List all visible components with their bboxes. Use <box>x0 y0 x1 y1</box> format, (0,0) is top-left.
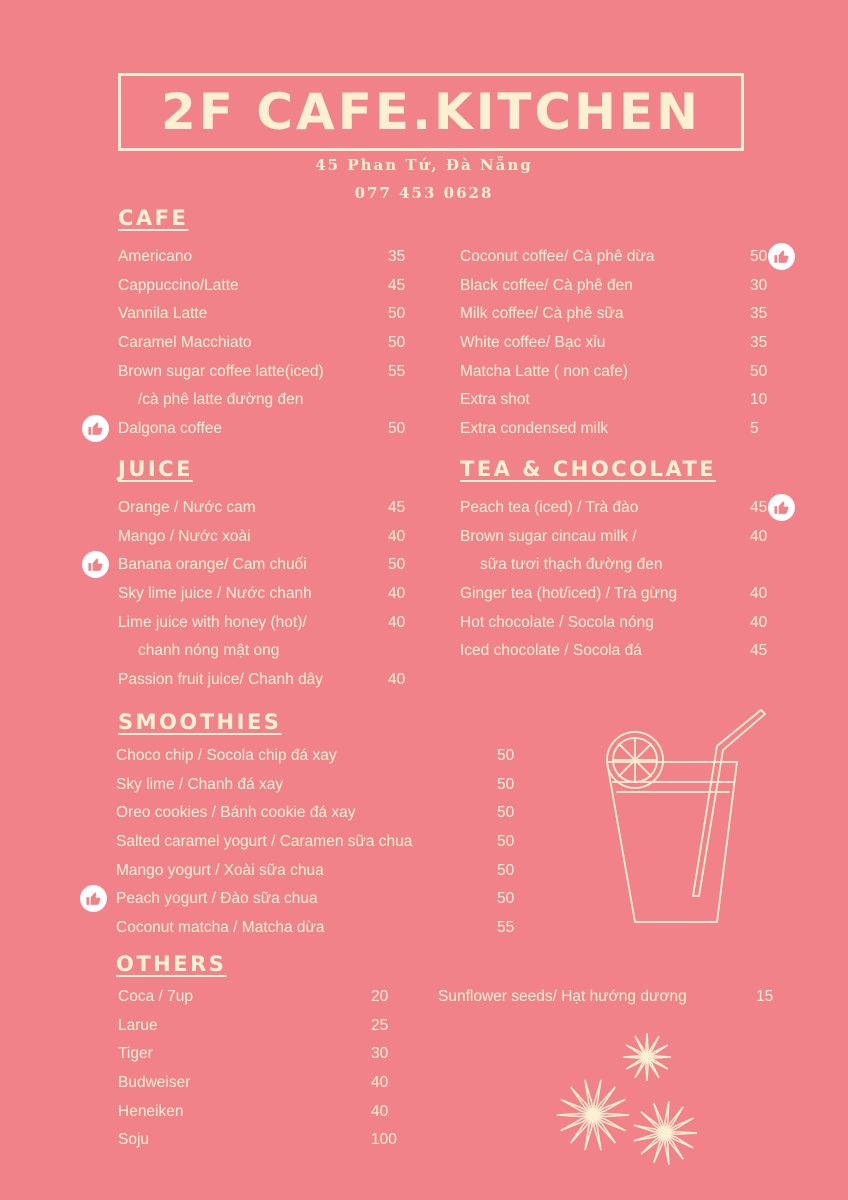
menu-item <box>438 986 788 1015</box>
menu-item-price: 50 <box>497 775 515 793</box>
menu-item-price: 35 <box>750 305 768 323</box>
menu-item-name: White coffee/ Bạc xỉu <box>460 334 606 352</box>
menu-item <box>118 1101 408 1130</box>
menu-item <box>116 888 526 917</box>
menu-item <box>118 669 418 698</box>
menu-item <box>118 1072 408 1101</box>
menu-item-price: 55 <box>497 919 515 937</box>
menu-item <box>118 1129 408 1158</box>
menu-item <box>118 389 418 418</box>
menu-item-name: Extra condensed milk <box>460 420 609 438</box>
menu-item-price: 50 <box>497 747 515 764</box>
menu-item-price: 30 <box>750 276 768 294</box>
menu-item-name: Heneiken <box>118 1102 184 1120</box>
menu-item-name: Sky lime / Chanh đá xay <box>116 775 284 793</box>
menu-item-price: 5 <box>750 420 759 438</box>
smoothies-list <box>116 745 526 946</box>
menu-item-name: Passion fruit juice/ Chanh dây <box>118 671 324 689</box>
menu-item <box>460 612 780 641</box>
menu-item <box>116 774 526 803</box>
menu-item-price: 45 <box>388 499 406 516</box>
menu-item-name: Americano <box>118 248 193 265</box>
menu-item <box>460 246 780 275</box>
menu-item <box>460 361 780 390</box>
menu-item-name: Lime juice with honey (hot)/ <box>118 613 307 631</box>
menu-item-name: Salted caramel yogurt / Caramen sữa chua <box>116 833 413 851</box>
menu-item-price: 10 <box>750 391 768 409</box>
menu-item-name: Orange / Nước cam <box>118 499 256 516</box>
menu-item-price: 45 <box>750 642 768 660</box>
menu-item-price: 25 <box>371 1016 389 1034</box>
menu-item-name: Caramel Macchiato <box>118 334 252 352</box>
menu-item <box>116 860 526 889</box>
menu-item-name: Mango / Nước xoài <box>118 527 251 545</box>
thumbs-up-icon-glyph <box>773 499 790 516</box>
menu-item-price: 30 <box>371 1045 389 1063</box>
menu-item-name: chanh nóng mật ong <box>138 642 280 660</box>
menu-item-name: Oreo cookies / Bánh cookie đá xay <box>116 804 356 822</box>
menu-item <box>118 303 418 332</box>
menu-item-price: 40 <box>388 613 406 631</box>
menu-item-price: 20 <box>371 988 389 1005</box>
menu-item-name: Vannila Latte <box>118 305 208 323</box>
flower-doodle-icon <box>535 1025 715 1175</box>
menu-item <box>116 831 526 860</box>
section-title-tea-chocolate: TEA & CHOCOLATE <box>460 457 717 481</box>
menu-item <box>460 554 780 583</box>
menu-item-price: 40 <box>388 527 406 545</box>
thumbs-up-icon-glyph <box>773 248 790 265</box>
menu-item-price: 40 <box>388 671 406 689</box>
tea-chocolate-list <box>460 497 780 669</box>
menu-item-price: 35 <box>388 248 406 265</box>
menu-item <box>118 612 418 641</box>
menu-item-name: Soju <box>118 1131 150 1149</box>
menu-item-name: Coconut matcha / Matcha dừa <box>116 919 325 937</box>
menu-item-price: 50 <box>388 305 406 323</box>
menu-item-price: 50 <box>497 804 515 822</box>
menu-item <box>118 332 418 361</box>
menu-item-name: Sunflower seeds/ Hạt hướng dương <box>438 988 687 1005</box>
menu-item-price: 50 <box>388 420 406 438</box>
menu-item-name: Matcha Latte ( non cafe) <box>460 362 629 380</box>
section-title-cafe: CAFE <box>118 206 189 230</box>
menu-item-name: Coconut coffee/ Cà phê dừa <box>460 248 655 265</box>
menu-item-price: 100 <box>371 1131 397 1149</box>
others-list-left <box>118 986 408 1158</box>
menu-item-name: Extra shot <box>460 391 530 409</box>
menu-item-name: Iced chocolate / Socola đá <box>460 642 642 660</box>
menu-item-name: Sky lime juice / Nước chanh <box>118 585 312 603</box>
cafe-list-right <box>460 246 780 447</box>
menu-item-name: Budweiser <box>118 1074 191 1092</box>
menu-item-price: 40 <box>750 527 768 545</box>
page-title: 2F CAFE.KITCHEN <box>160 83 702 141</box>
menu-item <box>460 497 780 526</box>
menu-item <box>118 583 418 612</box>
menu-item-price: 50 <box>388 556 406 574</box>
menu-item-name: Larue <box>118 1016 158 1034</box>
menu-item <box>118 361 418 390</box>
menu-item <box>116 917 526 946</box>
menu-item-price: 40 <box>750 585 768 603</box>
menu-item-price: 40 <box>388 585 406 603</box>
menu-item-price: 50 <box>497 861 515 879</box>
menu-item <box>118 1043 408 1072</box>
thumbs-up-icon <box>82 415 109 442</box>
menu-item <box>118 497 418 526</box>
menu-item <box>118 246 418 275</box>
menu-item-name: Cappuccino/Latte <box>118 276 239 294</box>
menu-item-price: 40 <box>371 1102 389 1120</box>
menu-item-name: Black coffee/ Cà phê đen <box>460 276 633 294</box>
menu-item <box>460 303 780 332</box>
menu-item-price: 15 <box>756 988 774 1005</box>
menu-item-price: 45 <box>750 499 768 516</box>
cafe-list-left <box>118 246 418 447</box>
menu-item <box>460 526 780 555</box>
thumbs-up-icon <box>80 885 107 912</box>
address: 45 Phan Tứ, Đà Nẵng <box>315 156 533 174</box>
menu-item-price: 50 <box>750 362 768 380</box>
menu-item-price: 40 <box>750 613 768 631</box>
thumbs-up-icon <box>768 243 795 270</box>
title-box <box>118 73 744 151</box>
menu-item-price: 50 <box>497 890 515 908</box>
menu-item-price: 50 <box>388 334 406 352</box>
menu-item-name: Peach yogurt / Đào sữa chua <box>116 890 318 908</box>
menu-item <box>460 389 780 418</box>
menu-item <box>118 554 418 583</box>
menu-item-name: Brown sugar coffee latte(iced) <box>118 362 324 380</box>
section-title-smoothies: SMOOTHIES <box>118 710 282 734</box>
menu-item <box>460 583 780 612</box>
menu-item-name: Choco chip / Socola chip đá xay <box>116 747 337 764</box>
menu-item <box>460 418 780 447</box>
menu-item-name: sữa tươi thạch đường đen <box>480 556 663 574</box>
thumbs-up-icon <box>82 551 109 578</box>
menu-item-name: /cà phê latte đường đen <box>138 391 304 409</box>
menu-item-name: Peach tea (iced) / Trà đào <box>460 499 639 516</box>
menu-item-name: Banana orange/ Cam chuối <box>118 556 307 574</box>
phone-number: 077 453 0628 <box>354 184 494 202</box>
menu-item-name: Coca / 7up <box>118 988 193 1005</box>
thumbs-up-icon-glyph <box>87 556 104 573</box>
juice-list <box>118 497 418 698</box>
menu-item-name: Brown sugar cincau milk / <box>460 527 637 545</box>
thumbs-up-icon <box>768 494 795 521</box>
menu-item <box>460 332 780 361</box>
menu-item <box>118 275 418 304</box>
menu-item <box>118 640 418 669</box>
menu-item <box>118 986 408 1015</box>
menu-item-price: 35 <box>750 334 768 352</box>
menu-item-price: 55 <box>388 362 406 380</box>
section-title-others: OTHERS <box>116 952 227 976</box>
menu-item-name: Tiger <box>118 1045 153 1063</box>
glass-of-juice-icon <box>595 700 775 932</box>
menu-item-price: 40 <box>371 1074 389 1092</box>
menu-item <box>460 275 780 304</box>
menu-item <box>460 640 780 669</box>
menu-item <box>116 802 526 831</box>
menu-item <box>116 745 526 774</box>
menu-item-price: 50 <box>750 248 768 265</box>
thumbs-up-icon-glyph <box>87 420 104 437</box>
menu-item-name: Mango yogurt / Xoài sữa chua <box>116 861 324 879</box>
menu-item-name: Hot chocolate / Socola nóng <box>460 613 654 631</box>
menu-item <box>118 526 418 555</box>
menu-item-name: Ginger tea (hot/iced) / Trà gừng <box>460 585 678 603</box>
menu-item <box>118 418 418 447</box>
others-list-right <box>438 986 788 1015</box>
menu-item-name: Dalgona coffee <box>118 420 222 438</box>
menu-item-price: 45 <box>388 276 406 294</box>
menu-item-price: 50 <box>497 833 515 851</box>
menu-item-name: Milk coffee/ Cà phê sữa <box>460 305 624 323</box>
thumbs-up-icon-glyph <box>85 890 102 907</box>
section-title-juice: JUICE <box>118 457 193 481</box>
menu-item <box>118 1015 408 1044</box>
